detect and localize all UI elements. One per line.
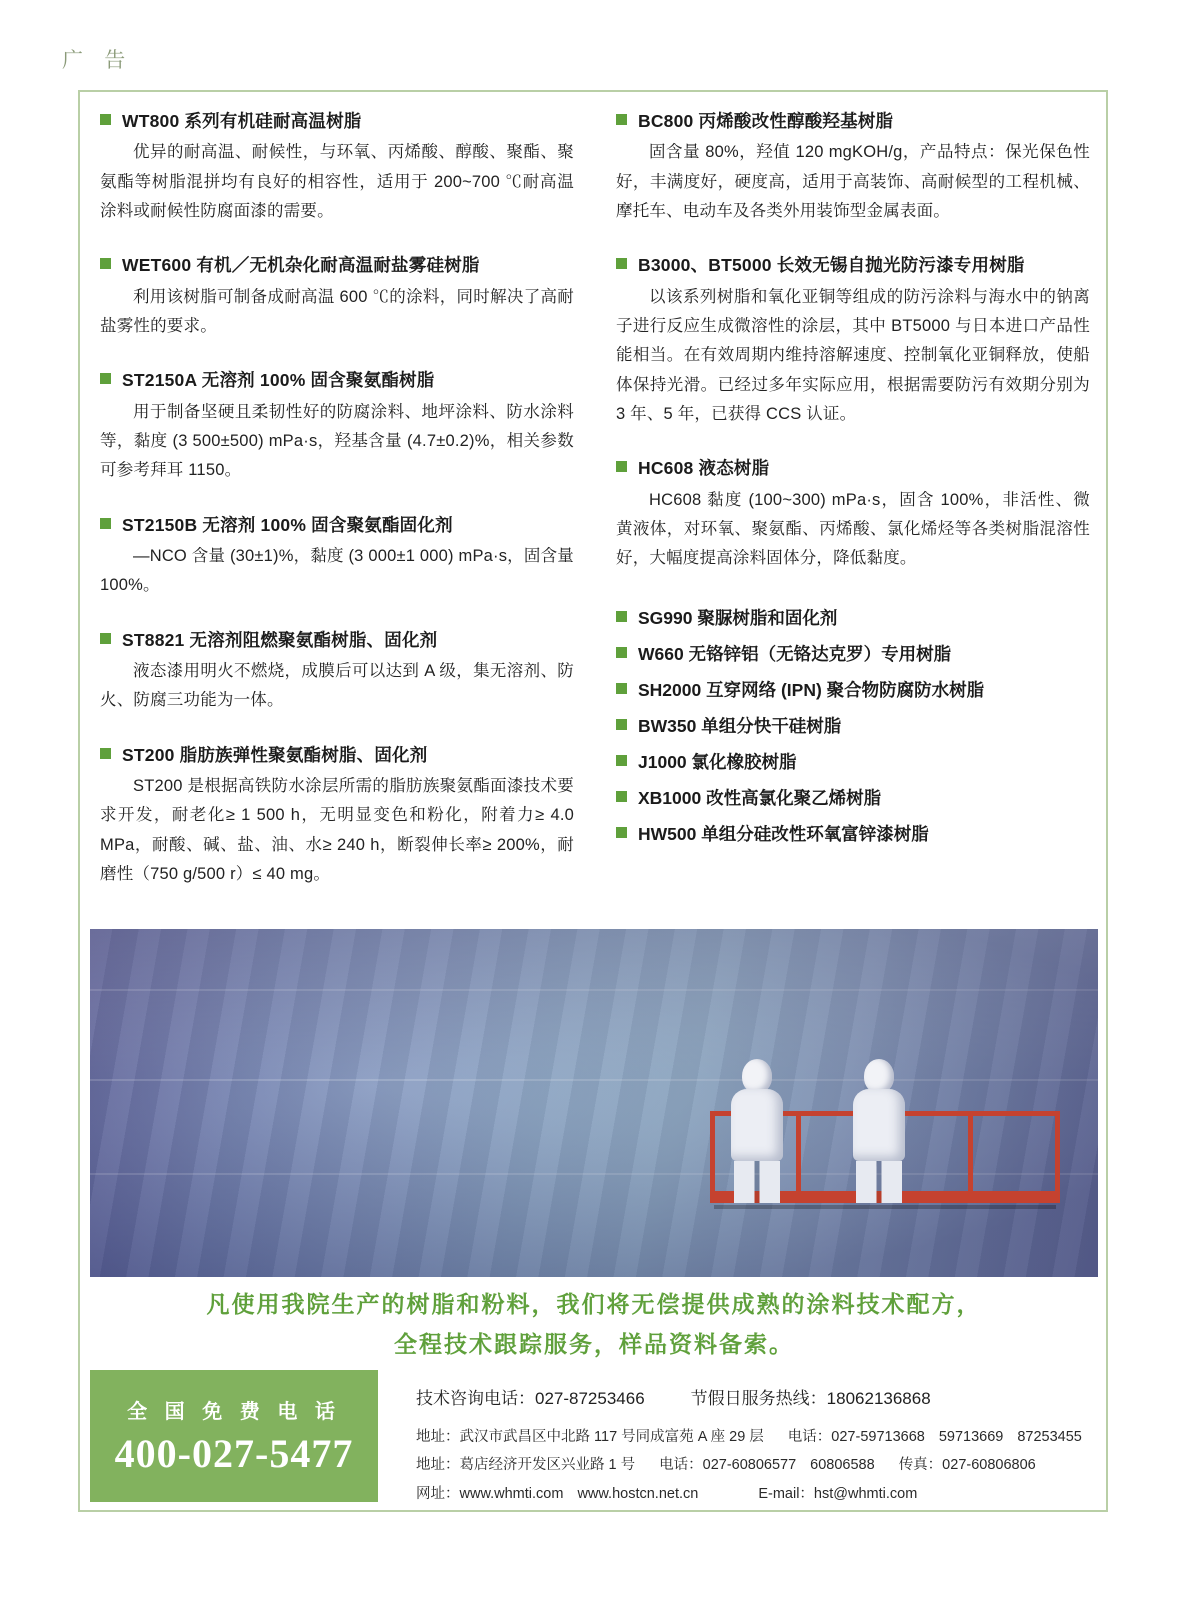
- platform-post: [710, 1111, 715, 1203]
- square-bullet-icon: [616, 755, 627, 766]
- product-title-text: HC608 液态树脂: [638, 458, 770, 479]
- product-body: 以该系列树脂和氧化亚铜等组成的防污涂料与海水中的钠离子进行反应生成微溶性的涂层，其中 BT5000 与日本进口产品性能相当。在有效周期内维持溶解速度、控制氧化亚铜释放，使船体保持光滑。已经过多年实际应用，根据需要防污有效期分别为 3 年、5 年，已获得 CCS 认证。: [616, 287, 1090, 424]
- product-st2150a: [100, 367, 574, 485]
- right-column: [616, 108, 1090, 915]
- square-bullet-icon: [100, 748, 111, 759]
- worker-figure: [728, 1059, 786, 1203]
- list-item: [616, 600, 1090, 636]
- product-title: [100, 367, 574, 393]
- product-columns: [100, 108, 1090, 915]
- ad-label: 广 告: [62, 48, 134, 72]
- footer: [90, 1370, 1098, 1502]
- web-line: [416, 1480, 1098, 1508]
- square-bullet-icon: [616, 258, 627, 269]
- square-bullet-icon: [100, 373, 111, 384]
- product-title-text: ST2150B 无溶剂 100% 固含聚氨酯固化剂: [122, 514, 453, 535]
- left-column: [100, 108, 574, 915]
- product-title: [100, 742, 574, 768]
- list-item-label: SG990 聚脲树脂和固化剂: [638, 607, 838, 628]
- product-body: 固含量 80%，羟值 120 mgKOH/g，产品特点：保光保色性好，丰满度好，硬度高，适用于高装饰、高耐候型的工程机械、摩托车、电动车及各类外用装饰型金属表面。: [616, 143, 1090, 220]
- holiday-phone: 节假日服务热线：18062136868: [690, 1389, 931, 1408]
- product-title: [616, 455, 1090, 481]
- contact-block: [378, 1370, 1098, 1502]
- square-bullet-icon: [616, 683, 627, 694]
- list-item-label: J1000 氯化橡胶树脂: [638, 751, 797, 772]
- list-item: [616, 636, 1090, 672]
- list-item-label: HW500 单组分硅改性环氧富锌漆树脂: [638, 823, 929, 844]
- worker-legs: [734, 1161, 780, 1203]
- product-body: 液态漆用明火不燃烧，成膜后可以达到 A 级，集无溶剂、防火、防腐三功能为一体。: [100, 661, 574, 710]
- hotline-box: [90, 1370, 378, 1502]
- list-item: [616, 816, 1090, 852]
- work-platform: [710, 1097, 1060, 1247]
- square-bullet-icon: [616, 611, 627, 622]
- product-title-text: BC800 丙烯酸改性醇酸羟基树脂: [638, 111, 894, 131]
- list-item-label: SH2000 互穿网络 (IPN) 聚合物防腐防水树脂: [638, 679, 985, 700]
- product-title-text: ST200 脂肪族弹性聚氨酯树脂、固化剂: [122, 744, 428, 765]
- product-wet600: [100, 252, 574, 341]
- product-st200: [100, 742, 574, 890]
- list-item: [616, 780, 1090, 816]
- address1-phone3: 87253455: [1017, 1429, 1082, 1445]
- product-body: 用于制备坚硬且柔韧性好的防腐涂料、地坪涂料、防水涂料等，黏度 (3 500±500) mPa·s，羟基含量 (4.7±0.2)%，相关参数可参考拜耳 1150。: [100, 402, 574, 480]
- worker-hood: [864, 1059, 894, 1093]
- worker-legs: [856, 1161, 902, 1203]
- platform-post: [1055, 1111, 1060, 1203]
- product-title-text: ST8821 无溶剂阻燃聚氨酯树脂、固化剂: [122, 629, 438, 650]
- product-title-text: ST2150A 无溶剂 100% 固含聚氨酯树脂: [122, 370, 435, 391]
- product-st8821: [100, 627, 574, 716]
- hotline-label: 全 国 免 费 电 话: [127, 1401, 341, 1423]
- address2-fax: 传真：027-60806806: [898, 1457, 1036, 1474]
- list-item-label: BW350 单组分快干硅树脂: [638, 715, 842, 736]
- worker-hood: [742, 1059, 772, 1093]
- list-item-label: XB1000 改性高氯化聚乙烯树脂: [638, 787, 882, 808]
- address2-phone2: 60806588: [810, 1457, 875, 1474]
- platform-post: [968, 1111, 973, 1203]
- address2-label: 地址：葛店经济开发区兴业路 1 号: [416, 1457, 636, 1474]
- product-bc800: [616, 108, 1090, 226]
- address-line-1: [416, 1423, 1098, 1451]
- product-title: [616, 252, 1090, 278]
- website-label[interactable]: 网址：www.whmti.com: [416, 1485, 564, 1502]
- square-bullet-icon: [616, 461, 627, 472]
- square-bullet-icon: [616, 719, 627, 730]
- product-st2150b: [100, 512, 574, 601]
- list-item-label: W660 无铬锌铝（无铬达克罗）专用树脂: [638, 643, 952, 664]
- square-bullet-icon: [616, 791, 627, 802]
- platform-post: [796, 1111, 801, 1203]
- square-bullet-icon: [616, 114, 627, 125]
- product-title: [100, 512, 574, 538]
- square-bullet-icon: [616, 827, 627, 838]
- additional-products-list: [616, 600, 1090, 852]
- product-b3000-bt5000: [616, 252, 1090, 429]
- worker-figure: [850, 1059, 908, 1203]
- product-title-text: B3000、BT5000 长效无锡自抛光防污漆专用树脂: [638, 255, 1025, 276]
- website-secondary[interactable]: www.hostcn.net.cn: [577, 1485, 699, 1502]
- address1-phone: 电话：027-59713668: [787, 1429, 925, 1445]
- product-title: [100, 108, 574, 134]
- product-wt800: [100, 108, 574, 226]
- product-body: ST200 是根据高铁防水涂层所需的脂肪族聚氨酯面漆技术要求开发，耐老化≥ 1 500 h，无明显变色和粉化，附着力≥ 4.0 MPa，耐酸、碱、盐、油、水≥ 240 h，断裂伸长率≥ 200%，耐磨性（750 g/500 r）≤ 40 mg。: [100, 776, 574, 883]
- list-item: [616, 708, 1090, 744]
- worker-suit: [731, 1089, 783, 1161]
- product-title-text: WT800 系列有机硅耐高温树脂: [122, 111, 362, 131]
- square-bullet-icon: [100, 114, 111, 125]
- square-bullet-icon: [616, 647, 627, 658]
- slogan-line-1: 凡使用我院生产的树脂和粉料，我们将无偿提供成熟的涂料技术配方，: [206, 1292, 982, 1317]
- address2-phone: 电话：027-60806577: [659, 1457, 797, 1474]
- product-title-text: WET600 有机／无机杂化耐高温耐盐雾硅树脂: [122, 255, 480, 276]
- product-title: [100, 252, 574, 278]
- email[interactable]: E-mail：hst@whmti.com: [758, 1485, 918, 1502]
- worker-suit: [853, 1089, 905, 1161]
- hotline-number[interactable]: 400-027-5477: [114, 1431, 354, 1476]
- product-body: —NCO 含量 (30±1)%，黏度 (3 000±1 000) mPa·s，固含量 100%。: [100, 546, 574, 595]
- square-bullet-icon: [100, 633, 111, 644]
- ship-painting-photo: [90, 929, 1098, 1277]
- square-bullet-icon: [100, 518, 111, 529]
- contact-phones: [416, 1384, 1098, 1409]
- slogan: [90, 1285, 1098, 1366]
- square-bullet-icon: [100, 258, 111, 269]
- product-body: 优异的耐高温、耐候性，与环氧、丙烯酸、醇酸、聚酯、聚氨酯等树脂混拼均有良好的相容性，适用于 200~700 ℃耐高温涂料或耐候性防腐面漆的需要。: [100, 143, 574, 220]
- product-title: [100, 627, 574, 653]
- product-body: HC608 黏度 (100~300) mPa·s，固含 100%，非活性、微黄液体，对环氧、聚氨酯、丙烯酸、氯化烯烃等各类树脂混溶性好，大幅度提高涂料固体分，降低黏度。: [616, 490, 1090, 568]
- list-item: [616, 672, 1090, 708]
- slogan-line-2: 全程技术跟踪服务，样品资料备索。: [394, 1332, 794, 1358]
- product-hc608: [616, 455, 1090, 573]
- product-body: 利用该树脂可制备成耐高温 600 ℃的涂料，同时解决了高耐盐雾性的要求。: [100, 287, 574, 335]
- address1-phone2: 59713669: [938, 1429, 1004, 1445]
- address-line-2: [416, 1451, 1098, 1479]
- address1-label: 地址：武汉市武昌区中北路 117 号同成富苑 A 座 29 层: [416, 1429, 764, 1445]
- list-item: [616, 744, 1090, 780]
- product-title: [616, 108, 1090, 134]
- tech-phone: 技术咨询电话：027-87253466: [416, 1389, 645, 1408]
